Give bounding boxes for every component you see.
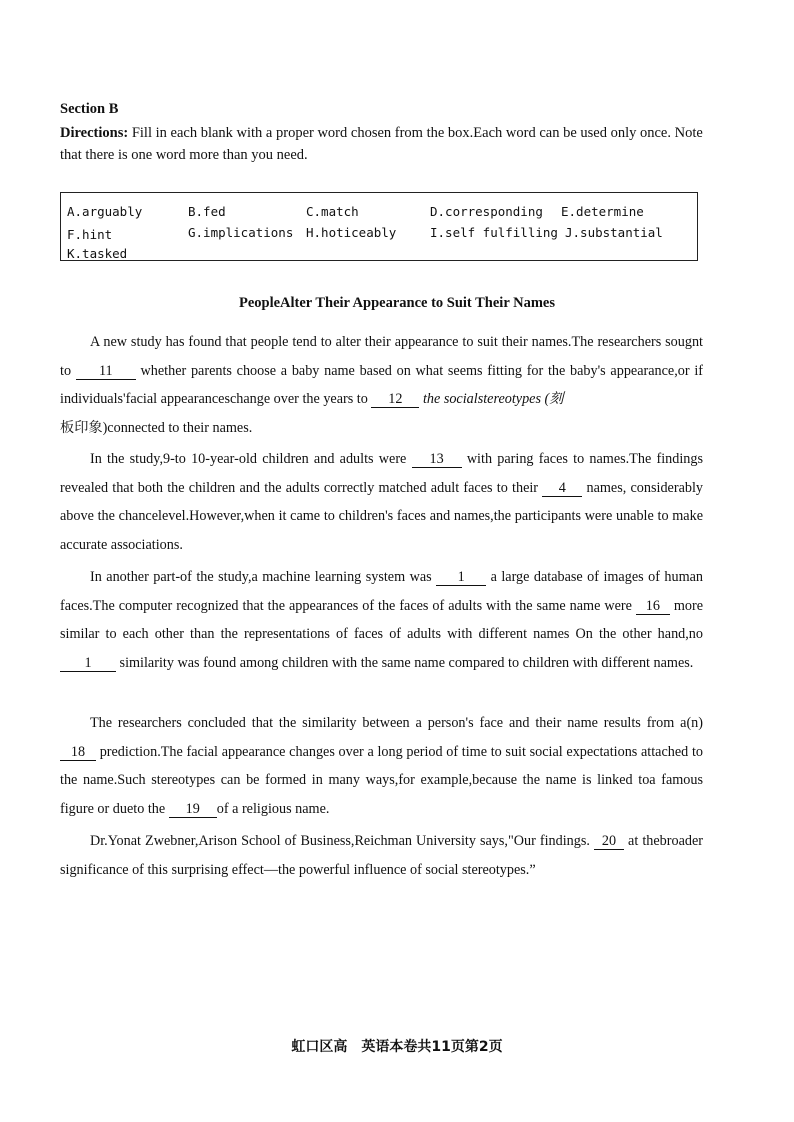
- option-a: A.arguably: [67, 204, 143, 219]
- article-title: PeopleAlter Their Appearance to Suit Their Names: [238, 295, 556, 311]
- paragraph-1: A new study has found that people tend to alter their appearance to suit their names.The researchers sougnt to 11 whether parents choose a baby name based on what seems fitting for the baby's appearance,or if individuals'facial appearanceschange over the years to 12 the socialstereotypes (刻 板印象)connected to their names.: [60, 334, 703, 436]
- blank-16: 16: [636, 598, 670, 615]
- word-box: [60, 192, 698, 261]
- option-i: I.self fulfilling: [430, 225, 558, 240]
- section-title: Section B: [60, 101, 119, 117]
- blank-19: 19: [169, 801, 217, 818]
- blank-20: 20: [594, 833, 624, 850]
- paragraph-4: The researchers concluded that the similarity between a person's face and their name results from a(n) 18 prediction.The facial appearance changes over a long period of time to suit social expectations attached to the name.Such stereotypes can be formed in many ways,for example,because the name is linked toa famous figure or dueto the 19 of a religious name.: [60, 715, 703, 817]
- directions: [60, 122, 710, 166]
- paragraph-5: Dr.Yonat Zwebner,Arison School of Business,Reichman University says,"Our findings. 20 at thebroader significance of this surprising effect—the powerful influence of social stereotypes.”: [60, 833, 703, 878]
- option-g: G.implications: [188, 225, 294, 240]
- option-j: J.substantial: [565, 225, 663, 240]
- option-f: F.hint: [67, 227, 113, 242]
- blank-15: 1: [436, 569, 486, 586]
- option-e: E.determine: [561, 204, 644, 219]
- directions-text: Fill in each blank with a proper word chosen from the box.Each word can be used only once. Note that there is one word more than you need.: [60, 125, 703, 163]
- option-d: D.corresponding: [430, 204, 543, 219]
- paragraph-3: In another part-of the study,a machine learning system was 1 a large database of images of human faces.The computer recognized that the appearances of the faces of adults with the same name were 16 more similar to each other than the representations of faces of adults with different names On the other hand,no 1 similarity was found among children with the same name compared to children with different names.: [60, 569, 703, 671]
- option-h: H.hoticeably: [306, 225, 397, 240]
- blank-17: 1: [60, 655, 116, 672]
- page-footer: 虹口区高 英语本卷共11页第2页: [291, 1039, 503, 1055]
- blank-11: 11: [76, 363, 136, 380]
- blank-13: 13: [412, 451, 462, 468]
- paragraph-2: In the study,9-to 10-year-old children and adults were 13 with paring faces to names.The findings revealed that both the children and the adults correctly matched adult faces to their 4 names, considerably above the chancelevel.However,when it came to children's faces and names,the participants were unable to make accurate associations.: [60, 451, 704, 553]
- option-c: C.match: [306, 204, 359, 219]
- option-b: B.fed: [188, 204, 226, 219]
- directions-label: Directions:: [60, 125, 129, 141]
- blank-18: 18: [60, 744, 96, 761]
- blank-14: 4: [542, 480, 582, 497]
- blank-12: 12: [371, 391, 419, 408]
- option-k: K.tasked: [67, 246, 128, 261]
